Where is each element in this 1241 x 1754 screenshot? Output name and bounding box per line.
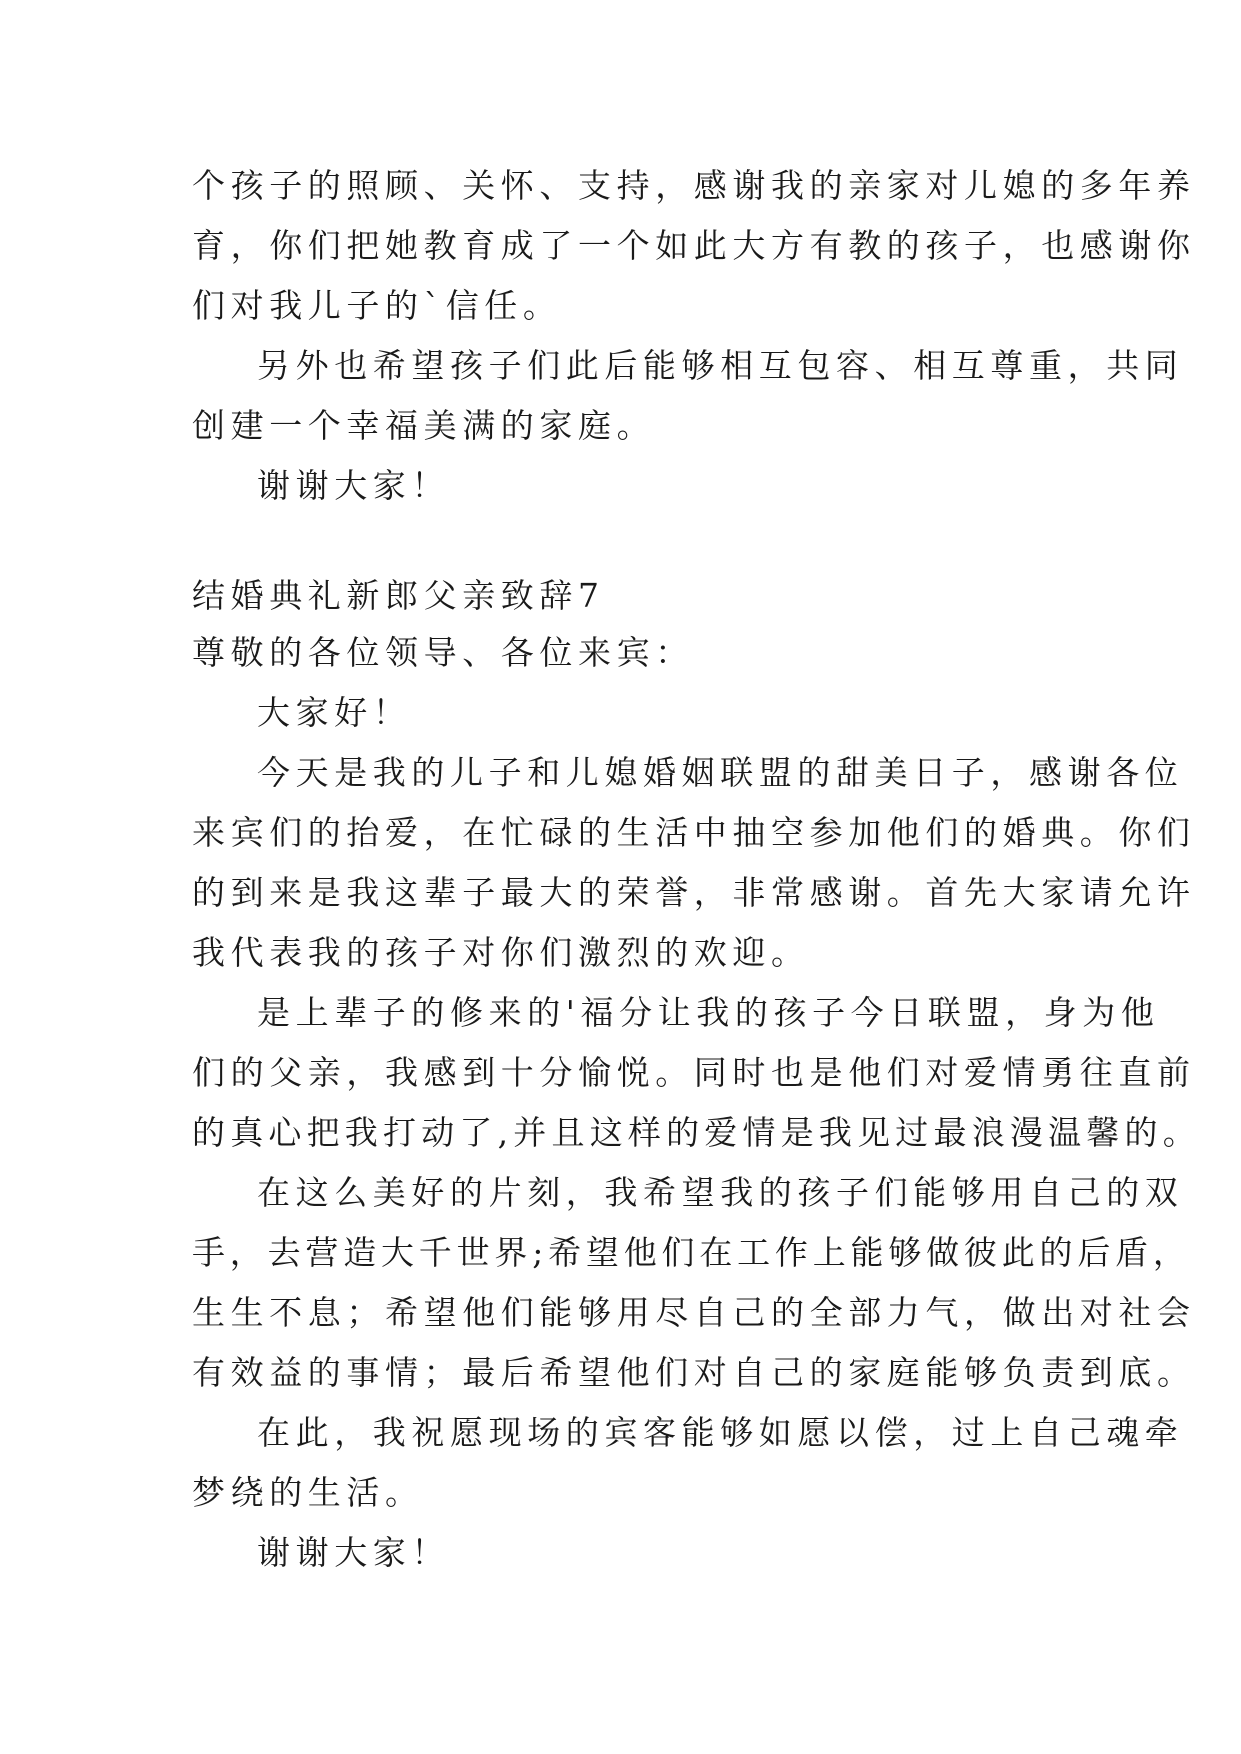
paragraph-line: 创建一个幸福美满的家庭。 bbox=[192, 406, 656, 445]
closing-line: 谢谢大家！ bbox=[257, 466, 450, 505]
greeting-line: 大家好！ bbox=[257, 693, 412, 732]
paragraph-line: 手，去营造大千世界;希望他们在工作上能够做彼此的后盾， bbox=[192, 1233, 1191, 1272]
paragraph-line: 有效益的事情；最后希望他们对自己的家庭能够负责到底。 bbox=[192, 1353, 1196, 1392]
section-heading: 结婚典礼新郎父亲致辞7 bbox=[192, 576, 605, 615]
paragraph-line: 我代表我的孩子对你们激烈的欢迎。 bbox=[192, 933, 810, 972]
salutation-line: 尊敬的各位领导、各位来宾： bbox=[192, 633, 694, 672]
paragraph-line: 在这么美好的片刻，我希望我的孩子们能够用自己的双 bbox=[257, 1173, 1184, 1212]
paragraph-line: 是上辈子的修来的'福分让我的孩子今日联盟，身为他 bbox=[257, 993, 1160, 1032]
paragraph-line: 另外也希望孩子们此后能够相互包容、相互尊重，共同 bbox=[257, 346, 1184, 385]
paragraph-line: 育，你们把她教育成了一个如此大方有教的孩子，也感谢你 bbox=[192, 226, 1196, 265]
paragraph-line: 梦绕的生活。 bbox=[192, 1473, 424, 1512]
paragraph-line: 今天是我的儿子和儿媳婚姻联盟的甜美日子，感谢各位 bbox=[257, 753, 1184, 792]
paragraph-line: 生生不息；希望他们能够用尽自己的全部力气，做出对社会 bbox=[192, 1293, 1196, 1332]
paragraph-line: 来宾们的抬爱，在忙碌的生活中抽空参加他们的婚典。你们 bbox=[192, 813, 1196, 852]
paragraph-line: 在此，我祝愿现场的宾客能够如愿以偿，过上自己魂牵 bbox=[257, 1413, 1184, 1452]
paragraph-line: 个孩子的照顾、关怀、支持，感谢我的亲家对儿媳的多年养 bbox=[192, 166, 1196, 205]
paragraph-line: 的到来是我这辈子最大的荣誉，非常感谢。首先大家请允许 bbox=[192, 873, 1196, 912]
closing-line: 谢谢大家！ bbox=[257, 1533, 450, 1572]
paragraph-line: 的真心把我打动了,并且这样的爱情是我见过最浪漫温馨的。 bbox=[192, 1113, 1201, 1152]
paragraph-line: 们的父亲，我感到十分愉悦。同时也是他们对爱情勇往直前 bbox=[192, 1053, 1196, 1092]
paragraph-line: 们对我儿子的`信任。 bbox=[192, 286, 562, 325]
